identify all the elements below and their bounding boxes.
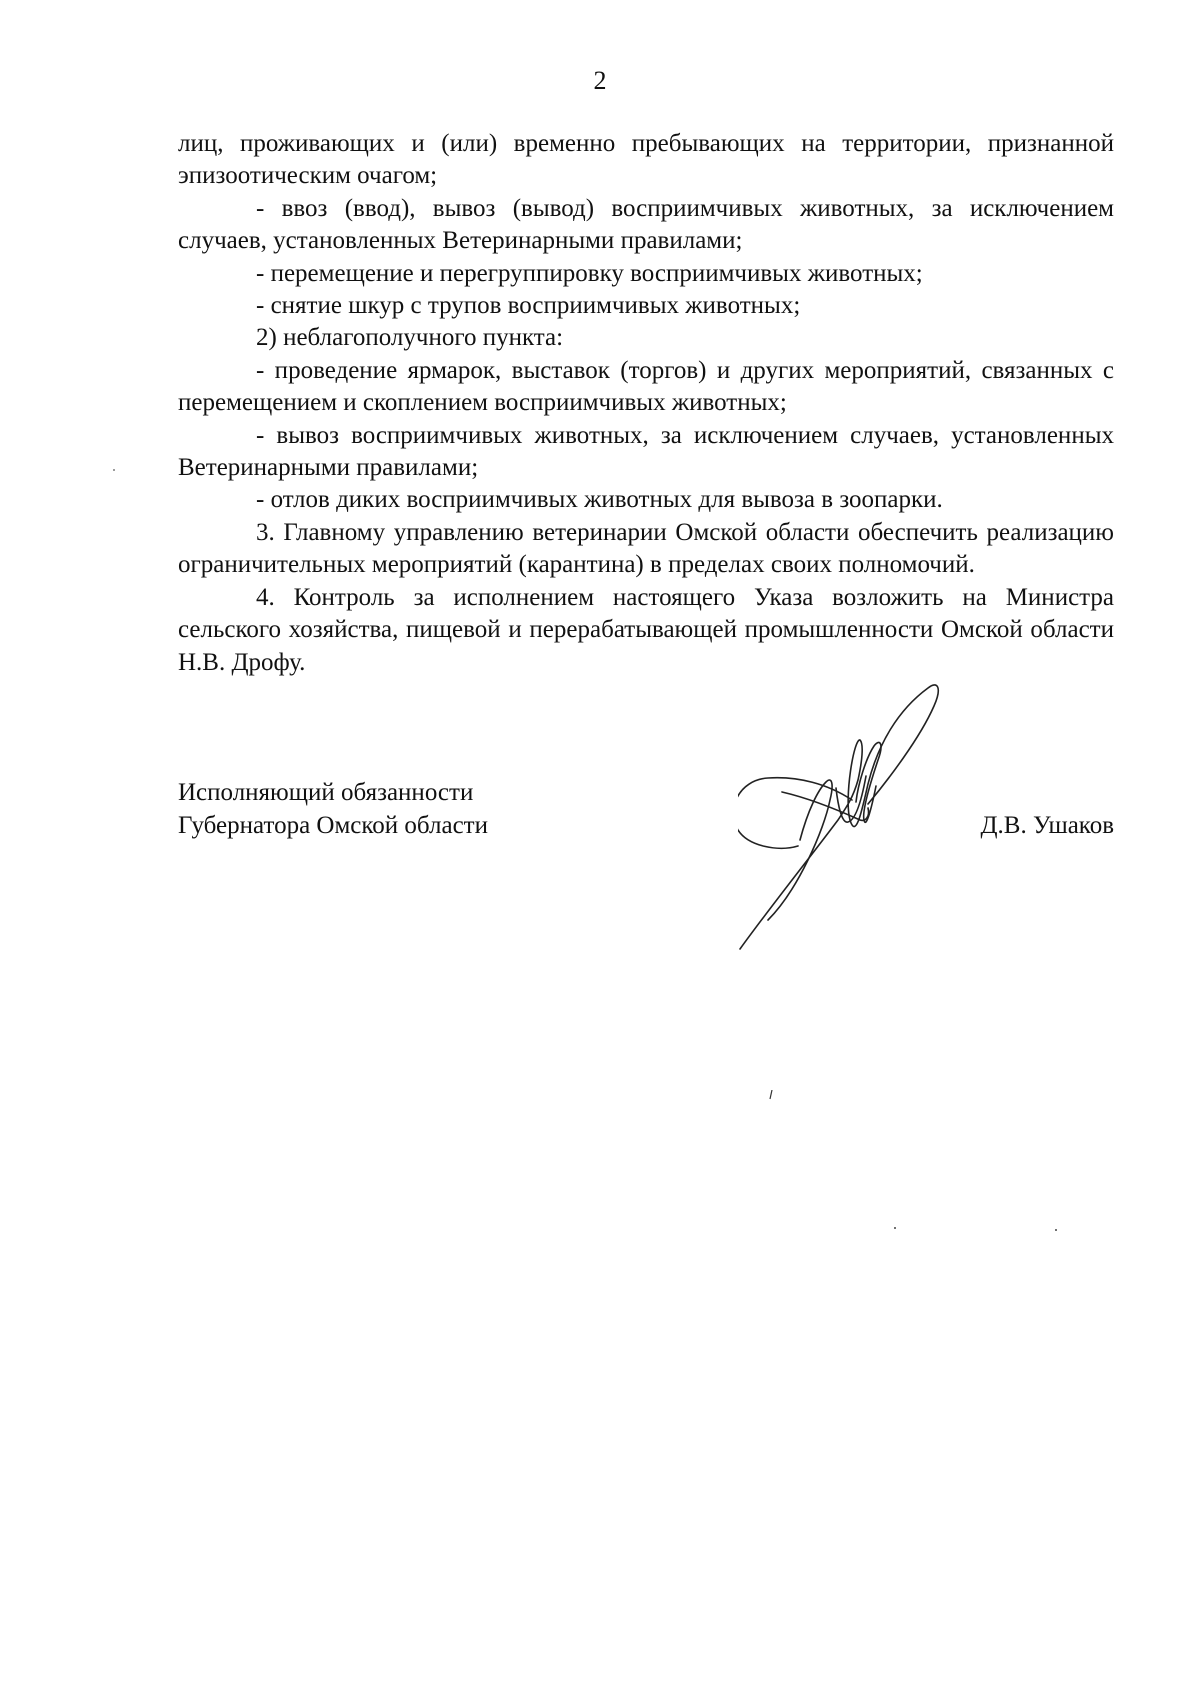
- scan-mark-icon: [893, 1226, 897, 1230]
- clause-3: 3. Главному управлению ветеринарии Омской области обеспечить реализацию ограничительных мероприятий (карантина) в пределах своих полномочий.: [178, 518, 1114, 579]
- document-body: [178, 128, 1114, 679]
- clause-4: 4. Контроль за исполнением настоящего Указа возложить на Министра сельского хозяйства, пищевой и перерабатывающей промышленности Омской области Н.В. Дрофу.: [178, 583, 1114, 676]
- scan-mark-icon: [768, 1090, 774, 1100]
- handwritten-signature-icon: [738, 680, 1038, 972]
- list-item-trapping: - отлов диких восприимчивых животных для вывоза в зоопарки.: [256, 486, 943, 514]
- list-item-relocation: - перемещение и перегруппировку восприимчивых животных;: [256, 259, 923, 287]
- list-item-import-export: - ввоз (ввод), вывоз (вывод) восприимчивых животных, за исключением случаев, установленных Ветеринарными правилами;: [178, 194, 1114, 255]
- scan-mark-icon: [112, 468, 116, 472]
- signer-position-line-1: Исполняющий обязанности: [178, 779, 474, 806]
- list-heading-unfavorable-point: 2) неблагополучного пункта:: [256, 324, 564, 352]
- scan-mark-icon: [1054, 1228, 1058, 1232]
- page-number: 2: [593, 66, 607, 95]
- list-item-skinning: - снятие шкур с трупов восприимчивых животных;: [256, 292, 801, 320]
- list-item-export: - вывоз восприимчивых животных, за исключением случаев, установленных Ветеринарными правилами;: [178, 421, 1114, 482]
- signer-name: Д.В. Ушаков: [980, 812, 1114, 839]
- list-item-fairs: - проведение ярмарок, выставок (торгов) и других мероприятий, связанных с перемещением и скоплением восприимчивых животных;: [178, 356, 1114, 417]
- signer-position-line-2: Губернатора Омской области: [178, 812, 488, 839]
- paragraph-continuation: лиц, проживающих и (или) временно пребывающих на территории, признанной эпизоотическим очагом;: [178, 130, 1114, 190]
